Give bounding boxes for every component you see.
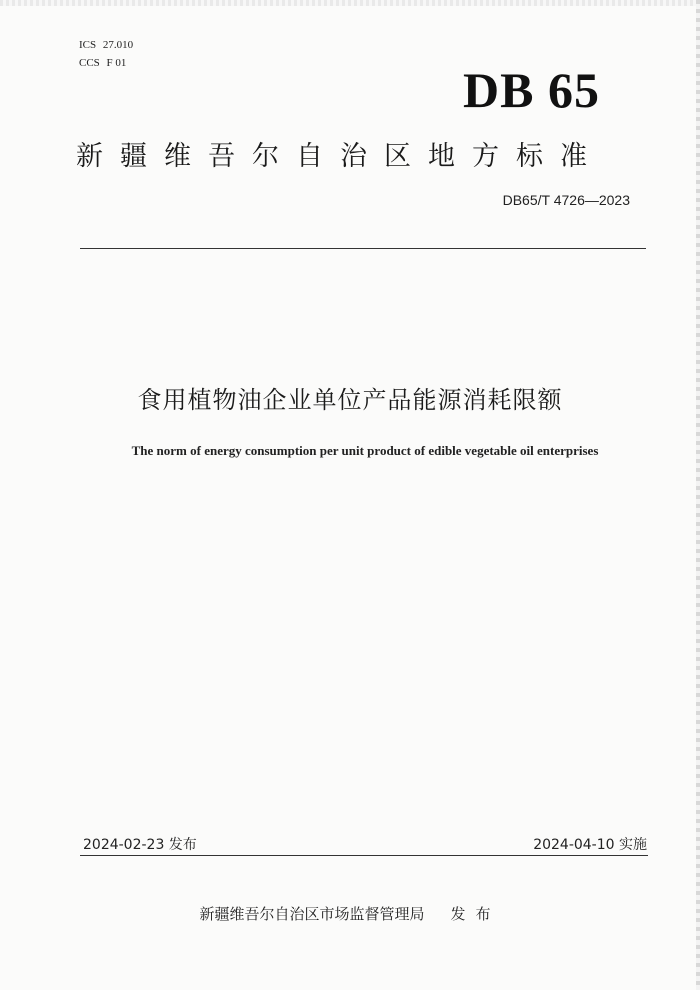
footer-divider bbox=[80, 855, 648, 856]
ics-label: ICS bbox=[79, 39, 97, 51]
implementation-date: 2024-04-10 实施 bbox=[533, 837, 647, 853]
ccs-row bbox=[79, 54, 137, 72]
ics-row bbox=[79, 36, 137, 54]
issue-date: 2024-02-23 发布 bbox=[83, 837, 197, 853]
ccs-code: F 01 bbox=[106, 57, 127, 69]
document-title-chinese: 食用植物油企业单位产品能源消耗限额 bbox=[137, 386, 563, 414]
scan-edge-right bbox=[696, 0, 700, 990]
issuing-authority bbox=[0, 903, 700, 924]
standard-category: 新疆维吾尔自治区地方标准 bbox=[76, 141, 604, 172]
issuer-name: 新疆维吾尔自治区市场监督管理局 bbox=[199, 905, 425, 923]
ics-code: 27.010 bbox=[102, 39, 134, 51]
header-divider bbox=[80, 248, 646, 249]
db65-logo: DB 65 bbox=[463, 62, 600, 118]
scan-edge-top bbox=[0, 0, 700, 6]
publish-label: 发布 bbox=[450, 905, 501, 923]
classification-codes bbox=[79, 36, 137, 72]
ccs-label: CCS bbox=[79, 57, 100, 69]
document-title-english: The norm of energy consumption per unit product of edible vegetable oil enterprises bbox=[131, 443, 599, 458]
standard-number: DB65/T 4726—2023 bbox=[502, 192, 630, 208]
